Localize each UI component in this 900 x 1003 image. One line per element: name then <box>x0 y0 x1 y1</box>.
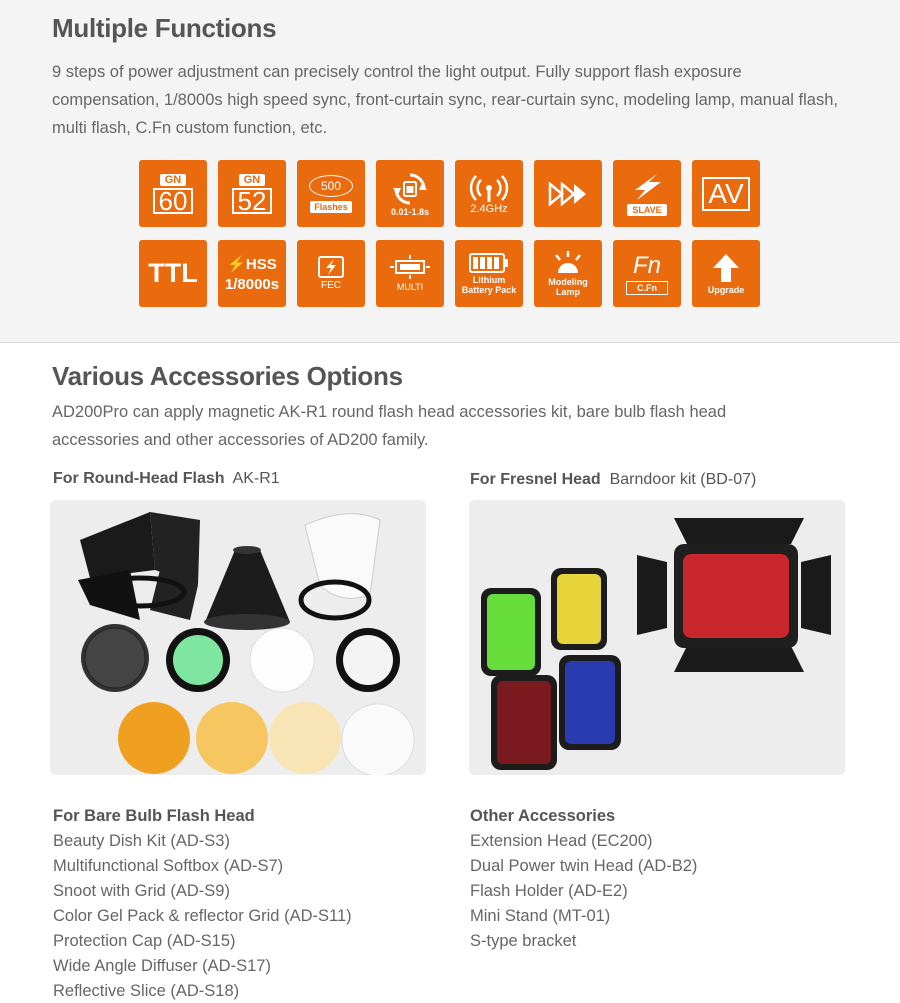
arrow-up-icon <box>712 253 740 283</box>
bare-bulb-list <box>53 804 352 1003</box>
list-item: Color Gel Pack & reflector Grid (AD-S11) <box>53 907 352 925</box>
accessories-description: AD200Pro can apply magnetic AK-R1 round flash head accessories kit, bare bulb flash head accessories and other accessories of AD200 family. <box>52 403 727 449</box>
list-item: Reflective Slice (AD-S18) <box>53 982 240 1000</box>
bare-bulb-title: For Bare Bulb Flash Head <box>53 807 255 825</box>
functions-title: Multiple Functions <box>52 13 277 43</box>
barndoor-kit-photo <box>469 500 845 775</box>
other-accessories-title: Other Accessories <box>470 807 616 825</box>
list-item: Protection Cap (AD-S15) <box>53 932 236 950</box>
lamp-icon <box>550 251 586 275</box>
wireless-icon: 2.4GHz <box>455 160 523 227</box>
hss-icon: ⚡HSS 1/8000s <box>218 240 286 307</box>
list-item: S-type bracket <box>470 932 577 950</box>
fec-icon: FEC <box>297 240 365 307</box>
gn60-icon: GN 60 <box>139 160 207 227</box>
500-flashes-icon: 500 Flashes <box>297 160 365 227</box>
fast-forward-icon <box>534 160 602 227</box>
fresnel-head-heading: For Fresnel Head Barndoor kit (BD-07) <box>470 471 757 488</box>
exposure-comp-icon <box>318 256 344 278</box>
battery-icon <box>469 253 509 273</box>
list-item: Multifunctional Softbox (AD-S7) <box>53 857 284 875</box>
antenna-icon <box>469 174 509 204</box>
list-item: Wide Angle Diffuser (AD-S17) <box>53 957 271 975</box>
functions-section <box>0 0 900 342</box>
gn52-icon: GN 52 <box>218 160 286 227</box>
functions-description: 9 steps of power adjustment can precisely control the light output. Fully support flash exposure compensation, 1/8000s high speed sync, front-curtain sync, rear-curtain sync, modeling lamp, manual flash, multi flash, C.Fn custom function, etc. <box>52 63 838 137</box>
list-item: Snoot with Grid (AD-S9) <box>53 882 230 900</box>
round-head-kit-photo <box>50 500 426 775</box>
multi-flash-icon <box>388 255 432 279</box>
round-head-heading: For Round-Head Flash AK-R1 <box>53 470 280 487</box>
list-item: Flash Holder (AD-E2) <box>470 882 628 900</box>
list-item: Dual Power twin Head (AD-B2) <box>470 857 698 875</box>
list-item: Beauty Dish Kit (AD-S3) <box>53 832 230 850</box>
modeling-lamp-icon: Modeling Lamp <box>534 240 602 307</box>
section-divider <box>0 342 900 343</box>
refresh-battery-icon <box>392 171 428 207</box>
multi-icon: MULTI <box>376 240 444 307</box>
feature-icon-grid <box>139 160 763 320</box>
list-item: Extension Head (EC200) <box>470 832 653 850</box>
lithium-battery-icon: Lithium Battery Pack <box>455 240 523 307</box>
slave-icon: SLAVE <box>613 160 681 227</box>
cfn-icon: Fn C.Fn <box>613 240 681 307</box>
accessories-title: Various Accessories Options <box>52 361 403 391</box>
ttl-icon: TTL <box>139 240 207 307</box>
other-accessories-list <box>470 804 697 954</box>
recycle-time-icon: 0.01-1.8s <box>376 160 444 227</box>
list-item: Mini Stand (MT-01) <box>470 907 611 925</box>
av-icon: AV <box>692 160 760 227</box>
lightning-icon <box>627 172 667 202</box>
upgrade-icon: Upgrade <box>692 240 760 307</box>
